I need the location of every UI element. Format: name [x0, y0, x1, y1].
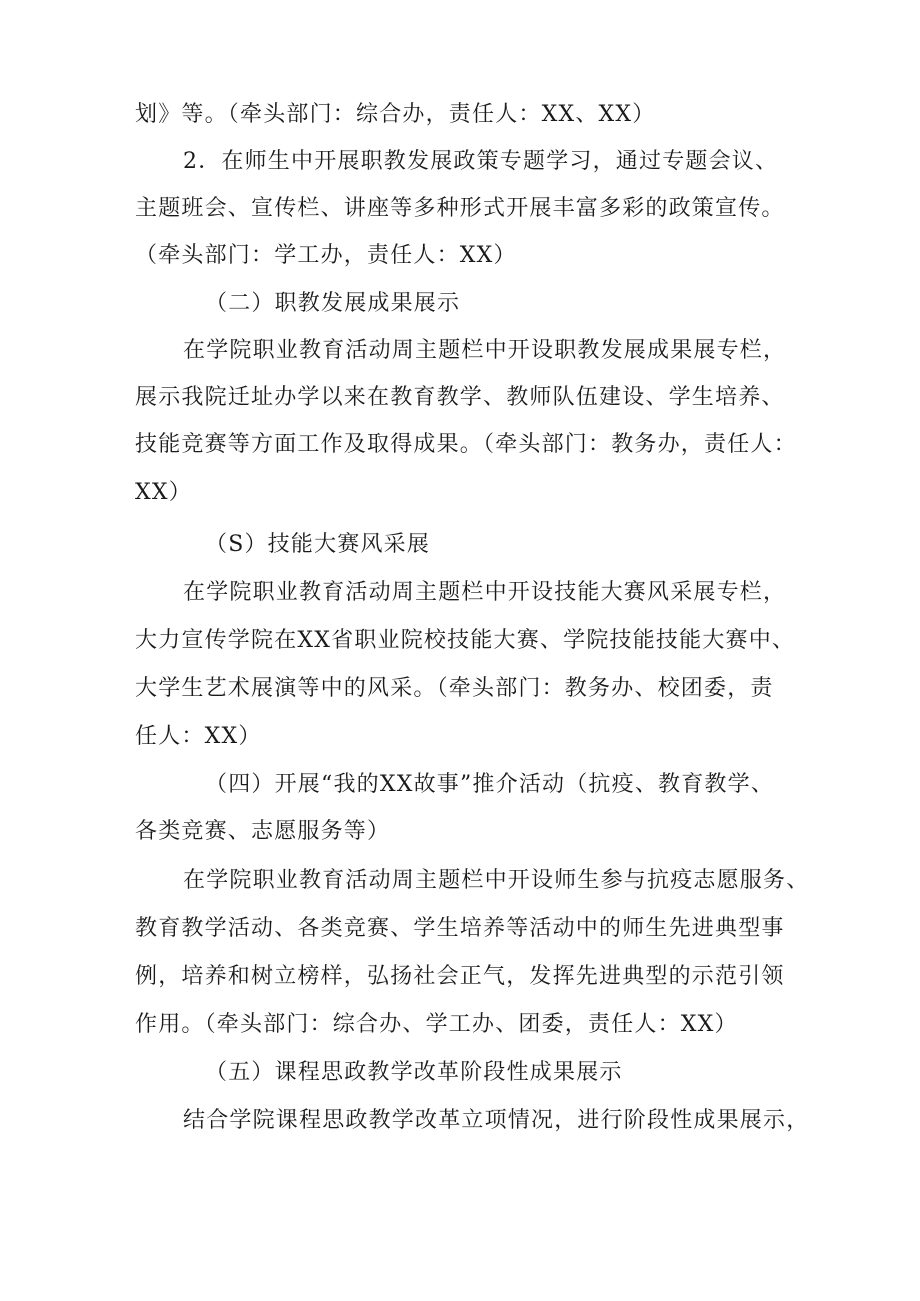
- text-line: XX）: [135, 480, 192, 505]
- text-line: 展示我院迁址办学以来在教育教学、教师队伍建设、学生培养、: [135, 385, 785, 410]
- section-heading: （二）职教发展成果展示: [205, 291, 461, 316]
- section-heading: （四）开展“我的XX故事”推介活动（抗疫、教育教学、: [205, 772, 775, 797]
- text-line: 结合学院课程思政教学改革立项情况，进行阶段性成果展示，: [183, 1108, 810, 1133]
- text-line: 在学院职业教育活动周主题栏中开设技能大赛风采展专栏，: [183, 580, 787, 605]
- text-line: （牵头部门：学工办，责任人：XX）: [135, 243, 517, 268]
- text-line: 各类竞赛、志愿服务等）: [135, 819, 391, 844]
- text-line: 大学生艺术展演等中的风采。（牵头部门：教务办、校团委，责: [135, 676, 774, 701]
- text-line: 教育教学活动、各类竞赛、学生培养等活动中的师生先进典型事: [135, 916, 785, 941]
- text-line: 主题班会、宣传栏、讲座等多种形式开展丰富多彩的政策宣传。: [135, 196, 785, 221]
- text-line: 任人：XX）: [135, 724, 262, 749]
- section-heading: （S）技能大赛风采展: [205, 532, 431, 557]
- text-line: 在学院职业教育活动周主题栏中开设师生参与抗疫志愿服务、: [183, 868, 810, 893]
- text-line: 例，培养和树立榜样，弘扬社会正气，发挥先进典型的示范引领: [135, 964, 785, 989]
- text-line: 划》等。（牵头部门：综合办，责任人：XX、XX）: [135, 102, 656, 127]
- text-line: 技能竞赛等方面工作及取得成果。（牵头部门：教务办，责任人：: [135, 432, 797, 457]
- text-line: 作用。（牵头部门：综合办、学工办、团委，责任人：XX）: [135, 1012, 738, 1037]
- text-line: 大力宣传学院在XX省职业院校技能大赛、学院技能技能大赛中、: [135, 628, 796, 653]
- text-line: 在学院职业教育活动周主题栏中开设职教发展成果展专栏，: [183, 338, 787, 363]
- text-line: 2．在师生中开展职教发展政策专题学习，通过专题会议、: [183, 149, 779, 174]
- section-heading: （五）课程思政教学改革阶段性成果展示: [205, 1060, 623, 1085]
